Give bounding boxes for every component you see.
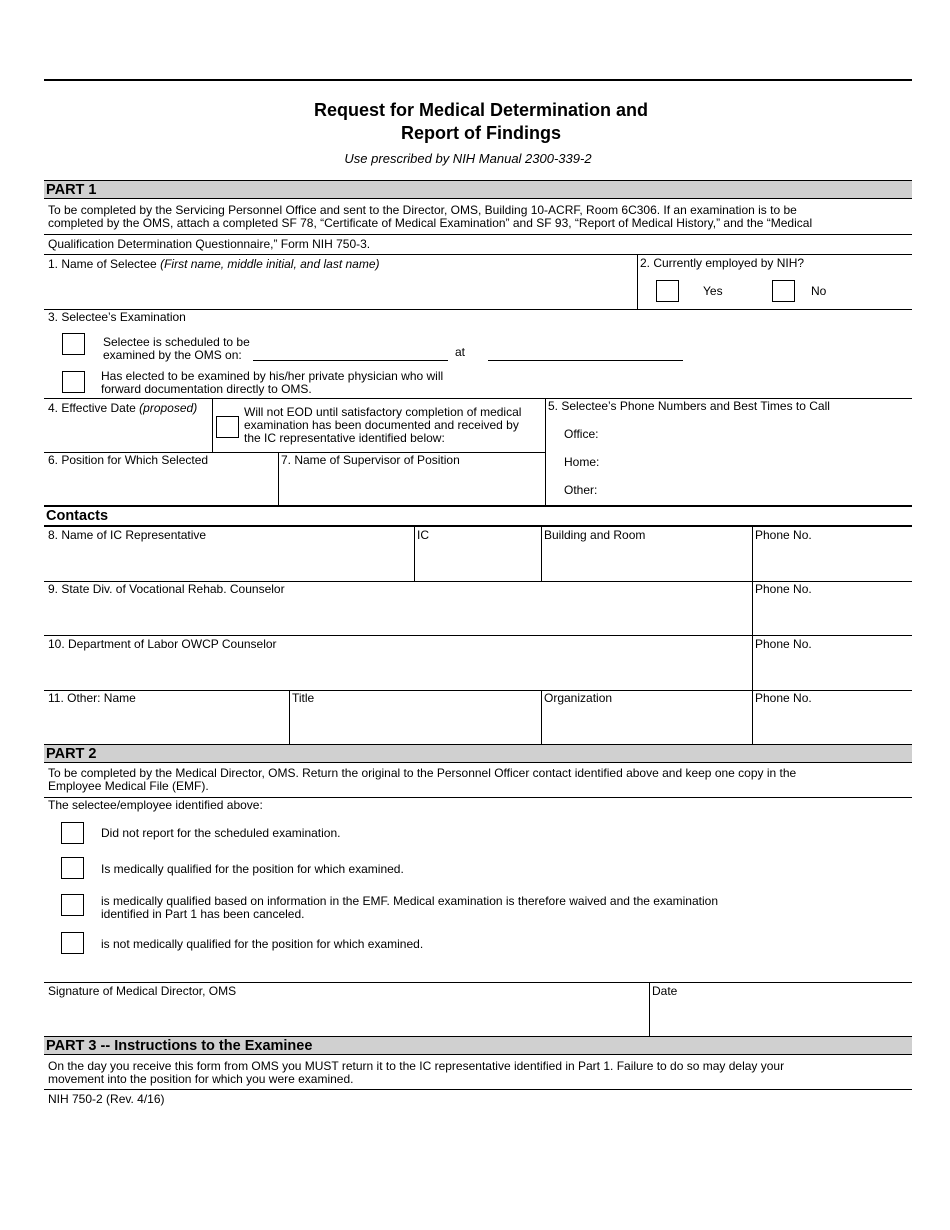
exam-label: 3. Selectee’s Examination bbox=[48, 310, 186, 324]
not-qualified-label: is not medically qualified for the position for which examined. bbox=[101, 937, 424, 951]
eod-checkbox[interactable] bbox=[216, 416, 239, 438]
state-counselor-label: 9. State Div. of Vocational Rehab. Counselor bbox=[48, 582, 285, 596]
did-not-report-checkbox[interactable] bbox=[61, 822, 84, 844]
private-physician-checkbox[interactable] bbox=[62, 371, 85, 393]
divider bbox=[289, 690, 290, 744]
employed-yes-checkbox[interactable] bbox=[656, 280, 679, 302]
did-not-report-label: Did not report for the scheduled examination. bbox=[101, 826, 341, 840]
title-label: Title bbox=[292, 691, 315, 705]
effective-date-hint: (proposed) bbox=[139, 401, 198, 415]
scheduled-line-1: Selectee is scheduled to be bbox=[103, 335, 250, 349]
selectee-name-label-text: 1. Name of Selectee bbox=[48, 257, 157, 271]
divider bbox=[541, 690, 542, 744]
divider bbox=[44, 234, 912, 235]
scheduled-oms-checkbox[interactable] bbox=[62, 333, 85, 355]
part1-heading: PART 1 bbox=[46, 182, 97, 198]
part1-instructions-2: completed by the OMS, attach a completed SF 78, “Certificate of Medical Examination” and SF 93, “Report of Medical History,” and the “Medical bbox=[48, 216, 813, 230]
divider bbox=[649, 982, 650, 1036]
part3-heading: PART 3 -- Instructions to the Examinee bbox=[46, 1038, 313, 1054]
part1-header bbox=[44, 180, 912, 199]
divider bbox=[44, 635, 912, 636]
form-title bbox=[0, 99, 950, 145]
phone-numbers-label: 5. Selectee’s Phone Numbers and Best Times to Call bbox=[548, 399, 830, 413]
eod-line-2: examination has been documented and received by bbox=[244, 418, 519, 432]
ic-label: IC bbox=[417, 528, 429, 542]
selectee-name-label bbox=[48, 258, 380, 271]
home-label: Home: bbox=[564, 455, 600, 469]
office-label: Office: bbox=[564, 427, 599, 441]
effective-date-label-text: 4. Effective Date bbox=[48, 401, 136, 415]
divider bbox=[212, 398, 213, 452]
contacts-heading: Contacts bbox=[46, 508, 109, 524]
part3-text-2: movement into the position for which you were examined. bbox=[48, 1072, 354, 1086]
qualified-emf-checkbox[interactable] bbox=[61, 894, 84, 916]
divider bbox=[637, 254, 638, 309]
part2-header bbox=[44, 744, 912, 763]
other-name-label: 11. Other: Name bbox=[48, 691, 136, 705]
phone-label-8: Phone No. bbox=[755, 528, 812, 542]
part3-text-1: On the day you receive this form from OMS you MUST return it to the IC representative identified in Part 1. Failure to do so may delay your bbox=[48, 1059, 785, 1073]
title-line-1: Request for Medical Determination and bbox=[313, 100, 649, 120]
phone-label-9: Phone No. bbox=[755, 582, 812, 596]
employed-label: 2. Currently employed by NIH? bbox=[640, 256, 805, 270]
employed-yes-label: Yes bbox=[703, 284, 723, 298]
divider bbox=[545, 398, 546, 506]
ic-rep-label: 8. Name of IC Representative bbox=[48, 528, 207, 542]
exam-date-field[interactable] bbox=[253, 360, 448, 361]
divider bbox=[44, 505, 912, 507]
part2-instructions-2: Employee Medical File (EMF). bbox=[48, 779, 209, 793]
qualified-emf-line-1: is medically qualified based on information in the EMF. Medical examination is therefore waived and the examination bbox=[101, 894, 718, 908]
divider bbox=[541, 526, 542, 581]
qualified-checkbox[interactable] bbox=[61, 857, 84, 879]
part2-instructions-1: To be completed by the Medical Director, OMS. Return the original to the Personnel Officer contact identified above and keep one copy in the bbox=[48, 766, 797, 780]
supervisor-label: 7. Name of Supervisor of Position bbox=[281, 453, 460, 467]
form-number: NIH 750-2 (Rev. 4/16) bbox=[48, 1092, 165, 1106]
selectee-name-hint: (First name, middle initial, and last name) bbox=[160, 257, 380, 271]
qualified-emf-line-2: identified in Part 1 has been canceled. bbox=[101, 907, 305, 921]
position-label: 6. Position for Which Selected bbox=[48, 453, 209, 467]
divider bbox=[44, 1089, 912, 1090]
divider bbox=[278, 452, 279, 506]
organization-label: Organization bbox=[544, 691, 613, 705]
eod-line-3: the IC representative identified below: bbox=[244, 431, 445, 445]
dol-counselor-label: 10. Department of Labor OWCP Counselor bbox=[48, 637, 277, 651]
date-label: Date bbox=[652, 984, 678, 998]
divider bbox=[44, 254, 912, 255]
not-qualified-checkbox[interactable] bbox=[61, 932, 84, 954]
signature-label: Signature of Medical Director, OMS bbox=[48, 984, 237, 998]
divider bbox=[44, 525, 912, 527]
part1-instructions-3: Qualification Determination Questionnaire,” Form NIH 750-3. bbox=[48, 237, 371, 251]
scheduled-line-2: examined by the OMS on: bbox=[103, 348, 242, 362]
part3-header bbox=[44, 1036, 912, 1055]
effective-date-label bbox=[48, 402, 197, 415]
divider bbox=[44, 982, 912, 983]
divider bbox=[414, 526, 415, 581]
part2-intro: The selectee/employee identified above: bbox=[48, 798, 263, 812]
top-rule bbox=[44, 79, 912, 81]
phone-label-10: Phone No. bbox=[755, 637, 812, 651]
employed-no-label: No bbox=[811, 284, 827, 298]
employed-no-checkbox[interactable] bbox=[772, 280, 795, 302]
eod-line-1: Will not EOD until satisfactory completion of medical bbox=[244, 405, 522, 419]
private-line-2: forward documentation directly to OMS. bbox=[101, 382, 312, 396]
part2-heading: PART 2 bbox=[46, 746, 97, 762]
phone-label-11: Phone No. bbox=[755, 691, 812, 705]
other-label: Other: bbox=[564, 483, 598, 497]
building-label: Building and Room bbox=[544, 528, 646, 542]
qualified-label: Is medically qualified for the position for which examined. bbox=[101, 862, 404, 876]
part1-instructions-1: To be completed by the Servicing Personnel Office and sent to the Director, OMS, Building 10-ACRF, Room 6C306. If an examination is to be bbox=[48, 203, 797, 217]
exam-time-field[interactable] bbox=[488, 360, 683, 361]
title-line-2: Report of Findings bbox=[401, 123, 561, 143]
at-label: at bbox=[455, 345, 466, 359]
form-subtitle: Use prescribed by NIH Manual 2300-339-2 bbox=[344, 151, 592, 166]
private-line-1: Has elected to be examined by his/her private physician who will bbox=[101, 369, 444, 383]
